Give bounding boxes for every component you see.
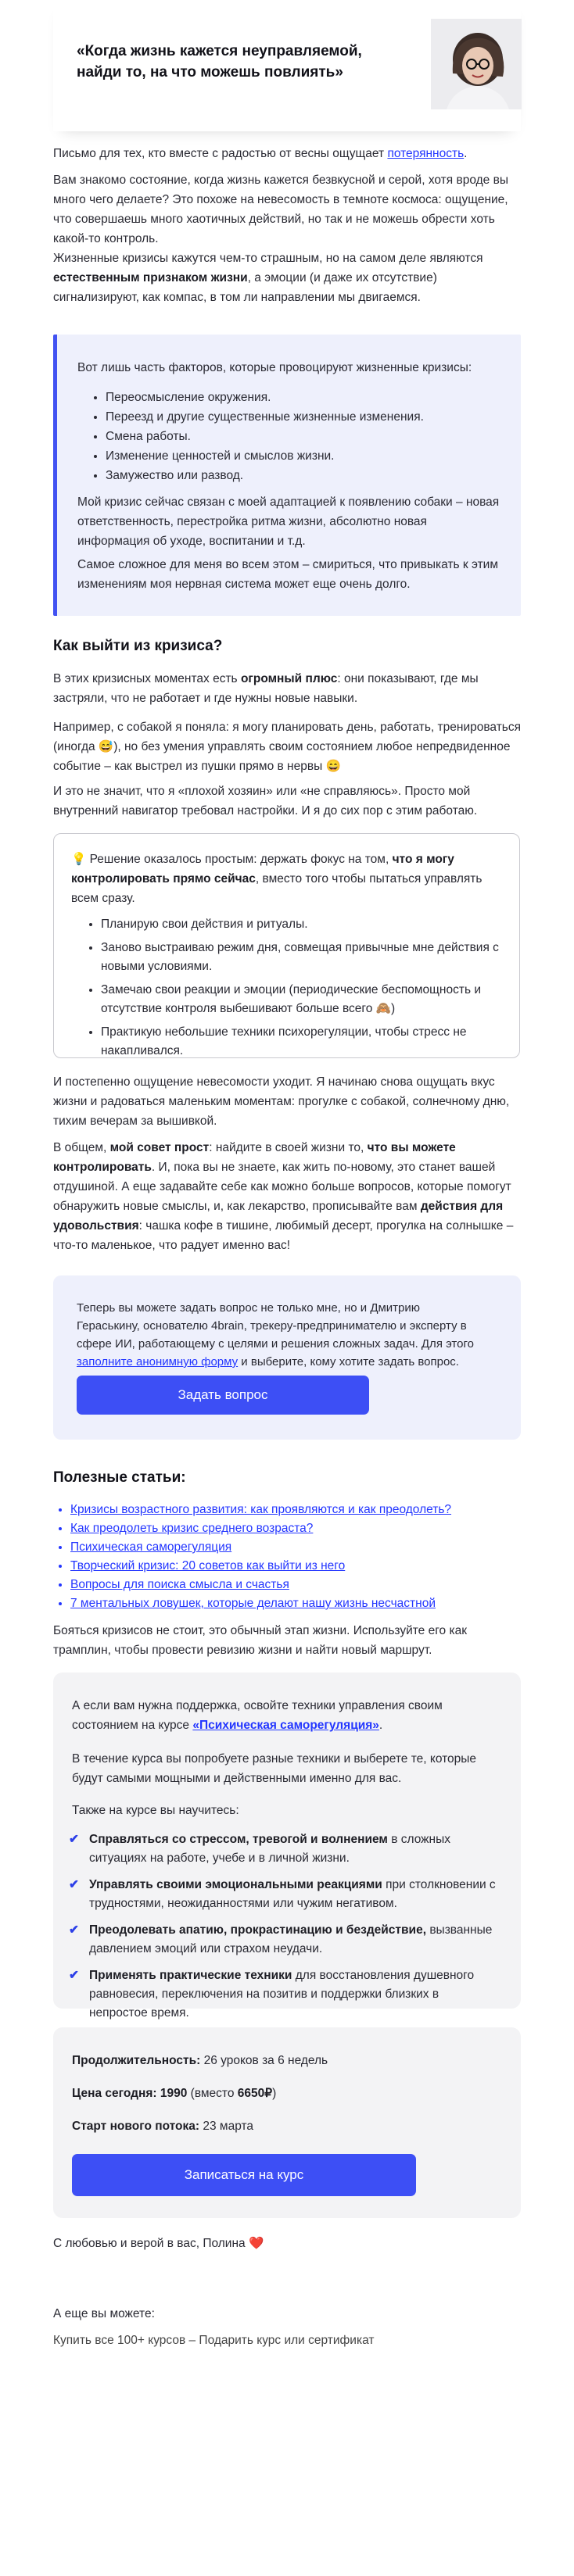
- list-item: • Замечаю свои реакции и эмоции (периодические беспомощность и отсутствие контроля выбешивают больше всего 🙈): [101, 981, 515, 1018]
- articles-title: Полезные статьи:: [53, 1469, 186, 1486]
- intro-lead: Письмо для тех, кто вместе с радостью от весны ощущает потерянность.: [53, 147, 468, 160]
- letter-header: [53, 0, 521, 131]
- list-item[interactable]: [70, 1519, 524, 1538]
- factors-paragraph: Самое сложное для меня во всем этом – смириться, что привыкать к этим изменениям моя нервная система может еще очень долго.: [77, 558, 498, 591]
- checkmark-icon: ✔: [69, 1833, 79, 1846]
- benefit-text: Управлять своими эмоциональными реакциями при столкновении с трудностями, неожиданностями или чужим негативом.: [89, 1878, 496, 1910]
- course-duration: Продолжительность: 26 уроков за 6 недель: [72, 2054, 328, 2067]
- checkmark-icon: ✔: [69, 1969, 79, 1982]
- cut-off-line: Купить все 100+ курсов – Подарить курс или сертификат: [53, 2334, 375, 2347]
- solution-box: [53, 833, 520, 1058]
- solution-text: 💡 Решение оказалось простым: держать фокус на том, что я могу контролировать прямо сейчас, вместо того чтобы пытаться управлять всем сразу.: [71, 853, 483, 905]
- factors-intro: Вот лишь часть факторов, которые провоцируют жизненные кризисы:: [77, 361, 472, 374]
- article-link[interactable]: Вопросы для поиска смысла и счастья: [70, 1578, 289, 1591]
- list-item: • Практикую небольшие техники психорегуляции, чтобы стресс не накапливался.: [101, 1023, 515, 1061]
- benefit-text: Преодолевать апатию, прокрастинацию и бездействие, вызванные давлением эмоций или страхом неудачи.: [89, 1923, 493, 1955]
- crisis-paragraph: Например, с собакой я поняла: я могу планировать день, работать, тренироваться (иногда 😅), но без умения управлять своим состоянием любое непредвиденное событие – как выстрел из пушки прямо в нервы 😄: [53, 721, 522, 773]
- factors-paragraph: Мой кризис сейчас связан с моей адаптацией к появлению собаки – новая ответственность, перестройка ритма жизни, абсолютно новая информация об уходе, воспитании и т.д.: [77, 496, 500, 548]
- course-benefits: [69, 1830, 497, 2023]
- crisis-paragraph: В этих кризисных моментах есть огромный плюс: они показывают, где мы застряли, что не работает и где нужны новые навыки.: [53, 672, 479, 705]
- article-link[interactable]: Как преодолеть кризис среднего возраста?: [70, 1522, 314, 1535]
- enroll-button[interactable]: Записаться на курс: [72, 2154, 416, 2196]
- benefit-item: [69, 1876, 497, 1913]
- course-box: [53, 1673, 521, 2020]
- article-link[interactable]: Психическая саморегуляция: [70, 1540, 232, 1554]
- list-item: • Изменение ценностей и смыслов жизни.: [106, 446, 512, 466]
- course-link[interactable]: «Психическая саморегуляция»: [192, 1719, 379, 1732]
- benefit-text: Применять практические техники для восстановления душевного равновесия, переключения на позитив и поддержки близких в непростое время.: [89, 1969, 475, 2020]
- course-price: Цена сегодня: 1990 (вместо 6650₽): [72, 2087, 277, 2100]
- course-intro: А если вам нужна поддержка, освойте техники управления своим состоянием на курсе «Психическая саморегуляция».: [72, 1699, 443, 1732]
- lead-link[interactable]: потерянность: [387, 147, 465, 160]
- list-item: • Переосмысление окружения.: [106, 388, 512, 407]
- list-item[interactable]: [70, 1557, 524, 1576]
- intro-paragraph-crisis: Жизненные кризисы кажутся чем-то страшным, но на самом деле являются естественным признаком жизни, а эмоции (и даже их отсутствие) сигнализируют, как компас, в том ли направлении мы двигаемся.: [53, 252, 483, 304]
- checkmark-icon: ✔: [69, 1878, 79, 1891]
- crisis-title: Как выйти из кризиса?: [53, 638, 223, 654]
- list-item: • Замужество или развод.: [106, 466, 512, 485]
- course-description: В течение курса вы попробуете разные техники и выберете те, которые будут самыми мощными и действенными именно для вас.: [72, 1752, 477, 1785]
- course-start: Старт нового потока: 23 марта: [72, 2120, 254, 2133]
- article-link[interactable]: Творческий кризис: 20 советов как выйти из него: [70, 1559, 346, 1572]
- benefit-item: [69, 1921, 497, 1959]
- ask-question-button[interactable]: Задать вопрос: [77, 1376, 369, 1415]
- articles-outro: Бояться кризисов не стоит, это обычный этап жизни. Используйте его как трамплин, чтобы провести ревизию жизни и найти новый маршрут.: [53, 1624, 467, 1657]
- checkmark-icon: ✔: [69, 1923, 79, 1937]
- intro-paragraph: Вам знакомо состояние, когда жизнь кажется безвкусной и серой, хотя вроде вы много чего делаете? Это похоже на невесомость в темноте космоса: ощущение, что совершаешь много хаотичных действий, но так и не можешь обрести хоть какой-то контроль.: [53, 174, 508, 245]
- course-learn-intro: Также на курсе вы научитесь:: [72, 1804, 239, 1817]
- article-link[interactable]: 7 ментальных ловушек, которые делают нашу жизнь несчастной: [70, 1597, 436, 1610]
- benefit-text: Справляться со стрессом, тревогой и волнением в сложных ситуациях на работе, учебе и в личной жизни.: [89, 1833, 450, 1865]
- factors-list: [88, 388, 512, 485]
- list-item: • Планирую свои действия и ритуалы.: [101, 915, 515, 934]
- list-item: • Смена работы.: [106, 427, 512, 446]
- author-avatar: [431, 19, 522, 109]
- list-item[interactable]: [70, 1576, 524, 1594]
- list-item[interactable]: [70, 1538, 524, 1557]
- after-paragraph: И постепенно ощущение невесомости уходит. Я начинаю снова ощущать вкус жизни и радоваться маленьким моментам: прогулке с собакой, солнечному дню, тихим вечерам за вышивкой.: [53, 1075, 510, 1128]
- factors-box: [53, 335, 521, 616]
- cut-off-line-clip: [53, 2334, 521, 2349]
- list-item: • Переезд и другие существенные жизненные изменения.: [106, 407, 512, 427]
- benefit-item: [69, 1830, 497, 1868]
- ask-text: Теперь вы можете задать вопрос не только мне, но и Дмитрию Гераськину, основателю 4brain, трекеру-предпринимателю и эксперту в сфере ИИ, работающему с целями и решения сложных задач. Для этого заполните анонимную форму и выберите, кому хотите задать вопрос.: [77, 1301, 474, 1368]
- anonymous-form-link[interactable]: заполните анонимную форму: [77, 1355, 239, 1368]
- benefit-item: [69, 1966, 497, 2023]
- more-title: А еще вы можете:: [53, 2307, 155, 2320]
- lightbulb-icon: 💡: [71, 853, 87, 866]
- list-item[interactable]: [70, 1594, 524, 1613]
- solution-list: [84, 915, 515, 1061]
- article-link[interactable]: Кризисы возрастного развития: как проявляются и как преодолеть?: [70, 1503, 452, 1516]
- ask-box: [53, 1275, 521, 1440]
- course-details-box: [53, 2027, 521, 2218]
- advice-paragraph: В общем, мой совет прост: найдите в своей жизни то, что вы можете контролировать. И, пока вы не знаете, как жить по-новому, это станет вашей отдушиной. А еще задавайте себе как можно больше вопросов, которые помогут обнаружить новые смыслы, и, как лекарство, прописывайте вам действия для удовольствия: чашка кофе в тишине, любимый десерт, прогулка на солнышке – что-то маленькое, что радует именно вас!: [53, 1141, 514, 1252]
- list-item[interactable]: [70, 1501, 524, 1519]
- signoff: С любовью и верой в вас, Полина ❤️: [53, 2237, 264, 2250]
- crisis-paragraph: И это не значит, что я «плохой хозяин» или «не справляюсь». Просто мой внутренний навигатор требовал настройки. И я до сих пор с этим работаю.: [53, 785, 478, 818]
- list-item: • Заново выстраиваю режим дня, совмещая привычные мне действия с новыми условиями.: [101, 939, 515, 976]
- header-quote: «Когда жизнь кажется неуправляемой, найди то, на что можешь повлиять»: [77, 43, 362, 80]
- articles-list: [53, 1501, 524, 1613]
